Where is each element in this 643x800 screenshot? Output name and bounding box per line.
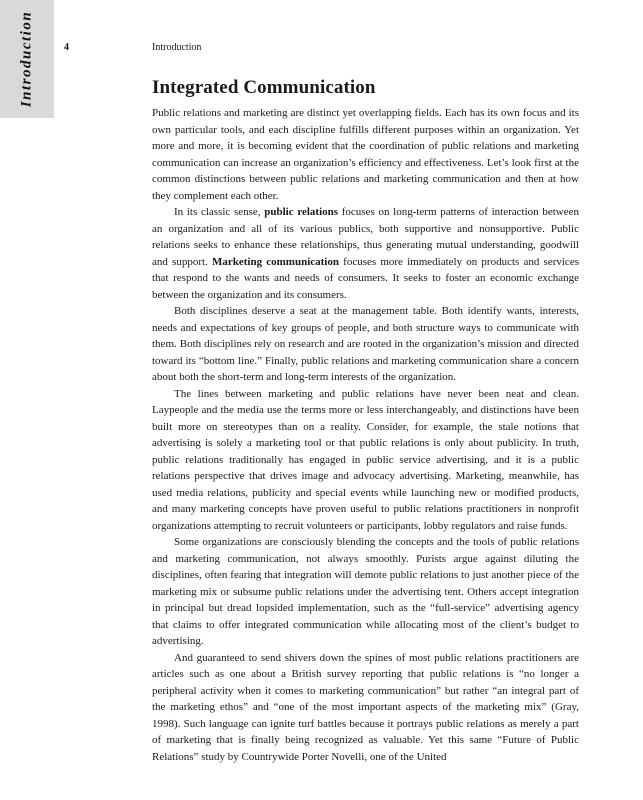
chapter-side-tab [0, 0, 54, 118]
body-paragraph [152, 534, 579, 650]
body-paragraph [152, 650, 579, 766]
text-run: Some organizations are consciously blending the concepts and the tools of public relations and marketing communication, not always smoothly. Purists argue against diluting the disciplines, often fearing that integration will demote public relations to just another piece of the marketing mix or subsume public relations under the advertising tent. Others accept integration in principal but dread lopsided implementation, such as the “full-service” advertising agency that claims to offer integrated communication while allocating most of the client’s budget to advertising. [152, 536, 579, 647]
text-run: And guaranteed to send shivers down the spines of most public relations practitioners are articles such as one about a British survey reporting that public relations is “no longer a peripheral activity when it comes to marketing communication” but rather “an integral part of the marketing ethos” and “one of the most important aspects of the marketing mix” (Gray, 1998). Such language can ignite turf battles because it portrays public relations as merely a part of marketing that is finally being recognized as valuable. Yet this same “Future of Public Relations” study by Countrywide Porter Novelli, one of the United [152, 651, 579, 763]
running-head: Introduction [152, 42, 202, 53]
text-run: focuses more immediately on products and services that respond to the wants and needs of consumers. It seeks to foster an economic exchange between the organization and its consumers. [152, 255, 579, 301]
bold-term: Marketing communication [211, 255, 339, 268]
page-number: 4 [64, 42, 69, 53]
text-run: Both disciplines deserve a seat at the management table. Both identify wants, interests, needs and expectations of key groups of people, and both structure ways to communicate with them. Both disciplines rely on research and are rooted in the organization’s mission and directed toward its “bottom line.” Finally, public relations and marketing communication share a concern about both the short-term and long-term interests of the organization. [152, 305, 579, 383]
text-run: In its classic sense, [174, 206, 265, 218]
body-paragraph [152, 386, 579, 535]
section-title: Integrated Communication [152, 77, 376, 98]
text-run: The lines between marketing and public relations have never been neat and clean. Laypeople and the media use the terms more or less interchangeably, and distinctions have been built more on stereotypes than on a reality. Consider, for example, the stale notions that advertising is solely a marketing tool or that public relations is only about publicity. In truth, public relations traditionally has engaged in public service advertising, and it is a public relations perspective that drives image and advocacy advertising. Marketing, meanwhile, has used media relations, publicity and special events while launching new or modified products, and many marketing concepts have proven useful to public relations practitioners in nonprofit organizations attempting to recruit volunteers or participants, lobby regulators and raise funds. [152, 387, 579, 532]
body-paragraph [152, 204, 579, 303]
bold-term: public relations [264, 206, 339, 218]
text-run: focuses on long-term patterns of interaction between an organization and all of its various publics, both supportive and nonsupportive. Public relations seeks to enhance these relationships, thus generating mutual understanding, goodwill and support. [152, 206, 579, 268]
text-run: Public relations and marketing are distinct yet overlapping fields. Each has its own focus and its own particular tools, and each discipline fulfills different purposes within an organization. Yet more and more, it is becoming evident that the coordination of public relations and marketing communication can increase an organization’s efficiency and effectiveness. Let’s look first at the common distinctions between public relations and marketing communication and then at how they complement each other. [152, 107, 579, 202]
body-paragraph [152, 303, 579, 386]
chapter-side-tab-label: Introduction [18, 10, 35, 108]
body-paragraph [152, 105, 579, 204]
body-text [152, 105, 579, 765]
